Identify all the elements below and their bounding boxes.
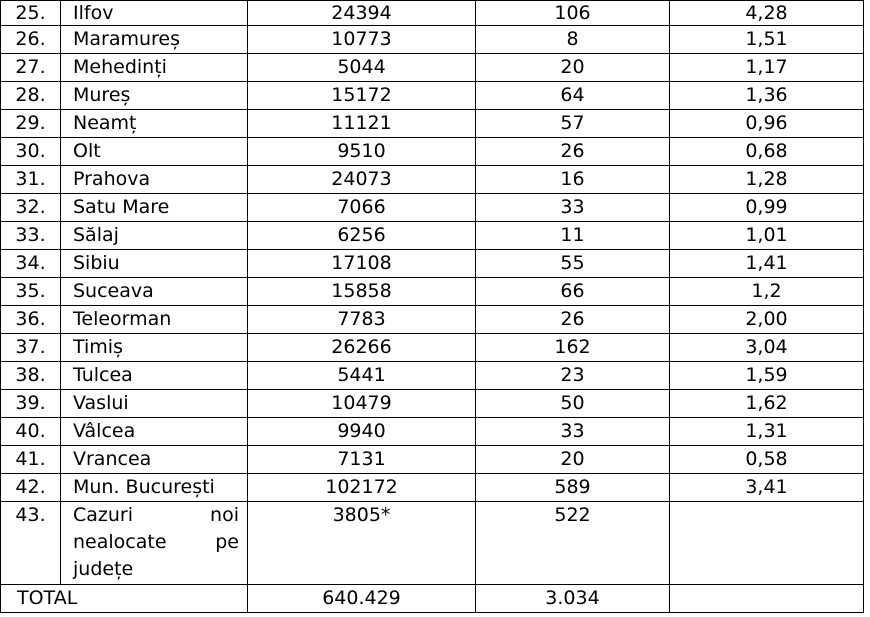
cases-cell: 10479 bbox=[248, 390, 476, 418]
cases-cell: 17108 bbox=[248, 250, 476, 278]
county-name-cell: Olt bbox=[61, 138, 248, 166]
rate-cell: 2,00 bbox=[670, 306, 864, 334]
row-number: 40. bbox=[1, 418, 61, 446]
row-number: 38. bbox=[1, 362, 61, 390]
new-cases-cell: 522 bbox=[476, 502, 670, 585]
rate-cell: 4,28 bbox=[670, 1, 864, 26]
rate-cell bbox=[670, 502, 864, 585]
table-row bbox=[1, 54, 864, 82]
rate-cell: 0,99 bbox=[670, 194, 864, 222]
county-name-line bbox=[73, 529, 239, 556]
new-cases-cell: 57 bbox=[476, 110, 670, 138]
county-name-cell: Prahova bbox=[61, 166, 248, 194]
row-number: 37. bbox=[1, 334, 61, 362]
cases-cell: 7131 bbox=[248, 446, 476, 474]
table-row bbox=[1, 250, 864, 278]
new-cases-cell: 26 bbox=[476, 306, 670, 334]
table-row bbox=[1, 166, 864, 194]
rate-cell: 1,51 bbox=[670, 26, 864, 54]
new-cases-cell: 33 bbox=[476, 418, 670, 446]
cases-cell: 3805* bbox=[248, 502, 476, 585]
cases-cell: 11121 bbox=[248, 110, 476, 138]
rate-cell: 1,28 bbox=[670, 166, 864, 194]
county-name-line bbox=[73, 502, 239, 529]
county-name-word: Cazuri bbox=[73, 504, 134, 526]
county-name-cell: Neamț bbox=[61, 110, 248, 138]
row-number: 39. bbox=[1, 390, 61, 418]
county-name-cell: Sibiu bbox=[61, 250, 248, 278]
new-cases-cell: 50 bbox=[476, 390, 670, 418]
county-name-cell: Vrancea bbox=[61, 446, 248, 474]
county-name-word: nealocate bbox=[73, 531, 167, 553]
county-name-cell: Mehedinți bbox=[61, 54, 248, 82]
table-row bbox=[1, 110, 864, 138]
total-label: TOTAL bbox=[1, 585, 248, 613]
row-number: 25. bbox=[1, 1, 61, 26]
new-cases-cell: 11 bbox=[476, 222, 670, 250]
new-cases-cell: 23 bbox=[476, 362, 670, 390]
table-row bbox=[1, 138, 864, 166]
row-number: 30. bbox=[1, 138, 61, 166]
county-name-word: pe bbox=[215, 531, 239, 553]
table-row bbox=[1, 194, 864, 222]
rate-cell: 3,41 bbox=[670, 474, 864, 502]
new-cases-cell: 55 bbox=[476, 250, 670, 278]
county-name-word: noi bbox=[210, 504, 239, 526]
county-name-cell: Vâlcea bbox=[61, 418, 248, 446]
county-name-cell: Maramureș bbox=[61, 26, 248, 54]
rate-cell: 1,41 bbox=[670, 250, 864, 278]
row-number: 29. bbox=[1, 110, 61, 138]
row-number: 42. bbox=[1, 474, 61, 502]
county-name-cell: Vaslui bbox=[61, 390, 248, 418]
cases-cell: 7066 bbox=[248, 194, 476, 222]
table-row bbox=[1, 334, 864, 362]
rate-cell: 0,68 bbox=[670, 138, 864, 166]
new-cases-cell: 64 bbox=[476, 82, 670, 110]
rate-cell: 0,58 bbox=[670, 446, 864, 474]
cases-cell: 7783 bbox=[248, 306, 476, 334]
table-body bbox=[1, 1, 864, 613]
row-number: 43. bbox=[1, 502, 61, 585]
row-number: 41. bbox=[1, 446, 61, 474]
table-row-unallocated bbox=[1, 502, 864, 585]
county-name-word: județe bbox=[73, 558, 134, 580]
row-number: 26. bbox=[1, 26, 61, 54]
cases-cell: 5044 bbox=[248, 54, 476, 82]
row-number: 34. bbox=[1, 250, 61, 278]
county-name-cell: Mun. București bbox=[61, 474, 248, 502]
new-cases-cell: 26 bbox=[476, 138, 670, 166]
new-cases-cell: 162 bbox=[476, 334, 670, 362]
cases-cell: 9940 bbox=[248, 418, 476, 446]
table-row bbox=[1, 306, 864, 334]
table-row bbox=[1, 82, 864, 110]
total-cases-cell: 640.429 bbox=[248, 585, 476, 613]
rate-cell: 1,62 bbox=[670, 390, 864, 418]
new-cases-cell: 66 bbox=[476, 278, 670, 306]
cases-cell: 15858 bbox=[248, 278, 476, 306]
county-name-cell: Sălaj bbox=[61, 222, 248, 250]
cases-cell: 24394 bbox=[248, 1, 476, 26]
county-name-cell: Tulcea bbox=[61, 362, 248, 390]
county-name-line bbox=[73, 556, 239, 583]
row-number: 27. bbox=[1, 54, 61, 82]
county-name-cell: Teleorman bbox=[61, 306, 248, 334]
county-name-cell: Suceava bbox=[61, 278, 248, 306]
rate-cell: 1,31 bbox=[670, 418, 864, 446]
table-row bbox=[1, 390, 864, 418]
county-name-cell: Satu Mare bbox=[61, 194, 248, 222]
new-cases-cell: 20 bbox=[476, 54, 670, 82]
table-row bbox=[1, 418, 864, 446]
cases-cell: 10773 bbox=[248, 26, 476, 54]
cases-cell: 15172 bbox=[248, 82, 476, 110]
new-cases-cell: 33 bbox=[476, 194, 670, 222]
table-row bbox=[1, 222, 864, 250]
table-row bbox=[1, 362, 864, 390]
row-number: 36. bbox=[1, 306, 61, 334]
row-number: 31. bbox=[1, 166, 61, 194]
cases-cell: 5441 bbox=[248, 362, 476, 390]
new-cases-cell: 589 bbox=[476, 474, 670, 502]
new-cases-cell: 8 bbox=[476, 26, 670, 54]
row-number: 35. bbox=[1, 278, 61, 306]
rate-cell: 1,17 bbox=[670, 54, 864, 82]
table-row bbox=[1, 278, 864, 306]
new-cases-cell: 16 bbox=[476, 166, 670, 194]
rate-cell: 0,96 bbox=[670, 110, 864, 138]
county-name-cell: Ilfov bbox=[61, 1, 248, 26]
new-cases-cell: 20 bbox=[476, 446, 670, 474]
county-name-cell: Timiș bbox=[61, 334, 248, 362]
table-row-total bbox=[1, 585, 864, 613]
row-number: 33. bbox=[1, 222, 61, 250]
total-rate-cell bbox=[670, 585, 864, 613]
row-number: 32. bbox=[1, 194, 61, 222]
total-new-cases-cell: 3.034 bbox=[476, 585, 670, 613]
new-cases-cell: 106 bbox=[476, 1, 670, 26]
rate-cell: 1,36 bbox=[670, 82, 864, 110]
table-row bbox=[1, 474, 864, 502]
table-row bbox=[1, 446, 864, 474]
table-row bbox=[1, 1, 864, 26]
table-row bbox=[1, 26, 864, 54]
cases-cell: 6256 bbox=[248, 222, 476, 250]
cases-cell: 102172 bbox=[248, 474, 476, 502]
row-number: 28. bbox=[1, 82, 61, 110]
rate-cell: 3,04 bbox=[670, 334, 864, 362]
cases-cell: 9510 bbox=[248, 138, 476, 166]
county-name-cell: Mureș bbox=[61, 82, 248, 110]
cases-cell: 24073 bbox=[248, 166, 476, 194]
county-name-cell bbox=[61, 502, 248, 585]
rate-cell: 1,2 bbox=[670, 278, 864, 306]
cases-cell: 26266 bbox=[248, 334, 476, 362]
rate-cell: 1,01 bbox=[670, 222, 864, 250]
rate-cell: 1,59 bbox=[670, 362, 864, 390]
